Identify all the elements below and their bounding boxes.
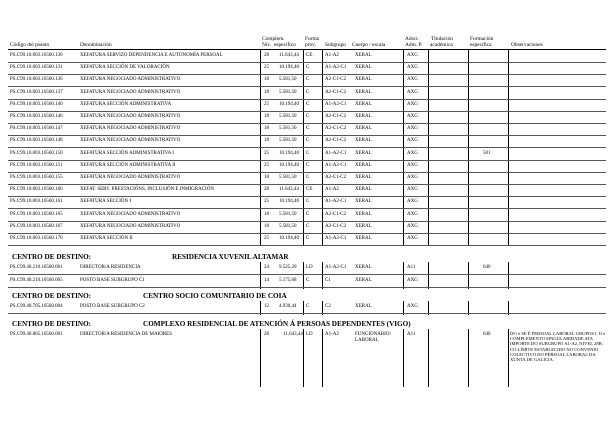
cell-code: PS.C99.40.210.16560.001 [10,265,63,270]
cell-level: 18 [264,138,269,144]
table-row [0,172,615,185]
cell-body: XERAL [355,236,372,241]
cell-code: PS.C99.10.003.16560.165 [10,211,63,217]
cell-form: C [306,126,310,132]
cell-level: 18 [264,114,269,119]
cell-body: XERAL [355,162,372,168]
table-row [0,184,615,197]
table-row [0,301,615,314]
cell-body: XERAL [355,187,372,193]
cell-form: C [306,199,310,205]
cell-code: PS.C99.10.003.16560.140 [10,101,63,107]
cell-level: 18 [264,89,269,95]
cell-body: XERAL [355,101,372,107]
cell-level: 18 [264,223,269,229]
cell-adm: AXG [407,278,418,283]
cell-adm: AXG [407,236,418,241]
cell-body: XERAL [355,126,372,132]
cell-adm: AXG [407,304,418,309]
cell-adm: AXG [407,65,418,71]
cell-complement: 10.194,40 [279,162,299,168]
cell-body: XERAL [355,65,372,71]
center-name: CENTRO SOCIO COMUNITARIO DE COIA [143,292,287,300]
cell-subgroup: A1-A2 [325,187,339,193]
cell-level: 18 [264,211,269,217]
cell-denomination: XEFATURA SECCIÓN DE VALORACIÓN [80,65,170,71]
center-name: RESIDENCIA XUVENIL ALTAMAR [172,253,289,261]
cell-level: 14 [264,278,269,283]
cell-denomination: XEFATURA NEGOCIADO ADMINISTRATIVO [80,114,181,119]
cell-adm: AXG [407,138,418,144]
cell-formation: 640 [483,332,491,337]
cell-subgroup: A1-A2 [325,53,339,58]
cell-denomination: XEFATURA NEGOCIADO ADMINISTRATIVO [80,77,181,83]
cell-code: PS.C99.10.003.16560.160 [10,187,63,193]
header-forma: Forma [305,36,320,42]
cell-body: XERAL [355,278,372,283]
cell-denomination: XEFATURA NEGOCIADO ADMINISTRATIVO [80,175,181,180]
cell-form: C [306,223,310,229]
cell-level: 25 [264,101,269,107]
cell-adm: AXG [407,150,418,156]
cell-denomination: XEFATURA SECCIÓN ADMINISTRATIVA II [80,162,176,168]
cell-level: 18 [264,175,269,180]
cell-complement: 5.581,50 [279,175,297,180]
cell-level: 18 [264,77,269,83]
table-row [0,74,615,87]
cell-form: LD [306,332,313,337]
center-label: CENTRO DE DESTINO: [12,253,92,261]
cell-subgroup: A2-C1-C2 [325,223,347,229]
cell-denomination: XEFATURA SECCIÓN I [80,199,132,205]
header-adm: Adm. P. [405,42,423,48]
cell-denomination: XEFATURA NEGOCIADO ADMINISTRATIVO [80,211,181,217]
cell-adm: A11 [407,265,416,270]
header-cuerpo: Cuerpo / escala [352,42,386,48]
cell-code: PS.C99.40.805.16560.001 [10,332,63,337]
cell-subgroup: C2 [325,304,331,309]
header-subgrupo: Subgrupo [325,42,346,48]
cell-code: PS.C99.10.003.16560.161 [10,199,63,205]
cell-form: C [306,175,310,180]
cell-complement: 11.643,44 [283,332,303,337]
cell-complement: 10.194,40 [279,65,299,71]
cell-subgroup: A1-A2-C1 [325,199,347,205]
header-codigo: Código del puesto [10,42,50,48]
header-especifico: específico [274,42,296,48]
center-label: CENTRO DE DESTINO: [12,320,92,328]
cell-level: 12 [264,304,269,309]
cell-subgroup: A2-C1-C2 [325,138,347,144]
cell-level: 24 [264,265,269,270]
cell-level: 25 [264,199,269,205]
cell-body: XERAL [355,53,372,58]
cell-complement: 5.581,50 [279,114,297,119]
header-nivel: Niv. [262,42,272,48]
cell-body: XERAL [355,199,372,205]
cell-adm: AXG [407,89,418,95]
cell-code: PS.C99.10.003.16560.147 [10,126,63,132]
cell-level: 28 [264,53,269,58]
cell-subgroup: A1-A2-C1 [325,101,347,107]
cell-level: 28 [264,332,269,337]
cell-subgroup: A1-A2-C1 [325,236,347,241]
cell-denomination: POSTO BASE SUBGRUPO C1 [80,278,145,283]
cell-subgroup: A2-C1-C2 [325,114,347,119]
cell-complement: 5.581,50 [279,77,297,83]
cell-denomination: XEFATURA SECCIÓN ADMINISTRATIVA I [80,150,174,156]
cell-code: PS.C99.10.003.16560.130 [10,53,63,58]
cell-subgroup: C1 [325,278,331,283]
cell-subgroup: A2-C1-C2 [325,77,347,83]
cell-code: PS.C99.10.003.16560.170 [10,236,63,241]
cell-denomination: XEFATURA NEGOCIADO ADMINISTRATIVO [80,138,181,144]
table-row [0,221,615,234]
cell-form: LD [306,265,313,270]
table-row [0,148,615,161]
cell-adm: AXG [407,162,418,168]
cell-level: 25 [264,236,269,241]
cell-subgroup: A1-A2-C1 [325,265,347,270]
cell-body: XERAL [355,114,372,119]
cell-code: PS.C99.10.003.16560.136 [10,77,63,83]
cell-subgroup: A2-C1-C2 [325,89,347,95]
cell-subgroup: A2-C1-C2 [325,126,347,132]
cell-form: C [306,114,310,119]
cell-complement: 5.581,50 [279,126,297,132]
cell-form: C [306,278,310,283]
cell-code: PS.C99.40.705.16560.004 [10,304,63,309]
cell-body: XERAL [355,89,372,95]
cell-form: CE [306,187,313,193]
table-row [0,160,615,173]
cell-adm: AXG [407,53,418,58]
table-row [0,196,615,209]
cell-body: XERAL [355,223,372,229]
table-row [0,50,615,63]
table-row [0,233,615,246]
cell-denomination: XEFATURA SERVIZO DEPENDENCIA E AUTONOMÍA PERSOAL [80,53,223,58]
cell-level: 25 [264,65,269,71]
cell-complement: 5.581,50 [279,138,297,144]
cell-form: C [306,89,310,95]
cell-body: XERAL [355,265,372,270]
cell-denomination: XEFATURA SECCIÓN ADMINISTRATIVA [80,101,172,107]
cell-complement: 5.581,50 [279,89,297,95]
cell-adm: A11 [407,332,416,337]
cell-denomination: XEFATURA NEGOCIADO ADMINISTRATIVO [80,89,181,95]
cell-form: CE [306,53,313,58]
cell-complement: 10.194,40 [279,236,299,241]
cell-subgroup: A2-C1-C2 [325,211,347,217]
cell-adm: AXG [407,199,418,205]
cell-subgroup: A1-A2 [325,332,339,337]
cell-formation: 640 [483,265,491,270]
cell-complement: 11.643,44 [279,53,299,58]
cell-code: PS.C99.10.003.16560.137 [10,89,63,95]
header-formacion-especifica: específica [470,42,492,48]
cell-body: XERAL [355,304,372,309]
cell-adm: AXG [407,77,418,83]
cell-level: 25 [264,162,269,168]
header-academica: académica [430,42,453,48]
cell-code: PS.C99.40.210.16560.005 [10,278,63,283]
header-formacion: Formación [470,36,494,42]
cell-level: 18 [264,126,269,132]
cell-complement: 11.643,44 [279,187,299,193]
table-row [0,62,615,75]
cell-complement: 5.175,68 [279,278,297,283]
cell-denomination: DIRECTOR/A RESIDENCIA [80,265,141,270]
cell-complement: 5.581,50 [279,223,297,229]
cell-denomination: POSTO BASE SUBGRUPO C2 [80,304,145,309]
cell-form: C [306,150,310,156]
cell-level: 25 [264,150,269,156]
center-label: CENTRO DE DESTINO: [12,292,92,300]
header-adscr: Adscr. [405,36,419,42]
header-titulacion: Titulación [431,36,453,42]
cell-subgroup: A1-A2-C1 [325,65,347,71]
cell-adm: AXG [407,223,418,229]
cell-adm: AXG [407,187,418,193]
cell-complement: 10.194,40 [279,199,299,205]
cell-body-line2: LABORAL [355,338,379,343]
cell-adm: AXG [407,101,418,107]
cell-body: XERAL [355,211,372,217]
cell-body: XERAL [355,77,372,83]
cell-complement: 10.194,40 [279,101,299,107]
cell-code: PS.C99.10.003.16560.150 [10,150,63,156]
cell-code: PS.C99.10.003.16560.131 [10,65,63,71]
cell-form: C [306,138,310,144]
cell-adm: AXG [407,114,418,119]
row-separator [8,287,606,288]
cell-formation: 501 [483,150,491,156]
cell-body-line1: FUNCIONARIO/ [355,332,391,337]
table-row [0,262,615,275]
cell-denomination: DIRECTOR/A RESIDENCIA DE MAIORES [80,332,172,337]
header-denominacion: Denominación [80,42,112,48]
header-complem: Complem. [262,36,285,42]
center-name: COMPLEXO RESIDENCIAL DE ATENCIÓN Á PERSOAS DEPENDENTES (VIGO) [143,320,411,328]
cell-code: PS.C99.10.003.16560.146 [10,114,63,119]
cell-code: PS.C99.10.003.16560.155 [10,175,63,180]
cell-form: C [306,65,310,71]
row-separator [8,313,606,314]
table-row [0,87,615,100]
cell-complement: 5.581,50 [279,211,297,217]
cell-subgroup: A1-A2-C1 [325,150,347,156]
cell-code: PS.C99.10.003.16560.148 [10,138,63,144]
cell-complement: 9.525,20 [279,265,297,270]
cell-adm: AXG [407,175,418,180]
cell-code: PS.C99.10.003.16560.167 [10,223,63,229]
cell-complement: 10.194,40 [279,150,299,156]
cell-denomination: XEFATURA SECCIÓN II [80,236,133,241]
cell-denomination: XEFAT. SERV. PRESTACIÓNS, INCLUSIÓN E INMIGRACIÓN [80,187,214,193]
cell-form: C [306,304,310,309]
table-row [0,275,615,288]
table-row [0,123,615,136]
table-row [0,99,615,112]
table-row [0,209,615,222]
cell-level: 28 [264,187,269,193]
cell-observations: DO ó SE É PERSOAL LABORAL GRUPOS I, II e COMPLEMENTO SINGULARIDADE ATA IMPORTE DO SUBGRUPO A1-A2, NIVEL 28B; CO LÍMITE ESTABLECIDO NO CONVENIO COLECTIVO DO PERSOAL LABORAL DA XUNTA DE GALICIA. [510,331,606,363]
cell-complement: 4.930,44 [279,304,297,309]
cell-adm: AXG [407,211,418,217]
cell-form: C [306,236,310,241]
cell-form: C [306,211,310,217]
header-observaciones: Observaciones [511,42,543,48]
cell-form: C [306,162,310,168]
cell-form: C [306,101,310,107]
cell-denomination: XEFATURA NEGOCIADO ADMINISTRATIVO [80,223,181,229]
cell-subgroup: A2-C1-C2 [325,175,347,180]
table-row [0,111,615,124]
cell-body: XERAL [355,175,372,180]
header-prov: prov. [305,42,316,48]
cell-denomination: XEFATURA NEGOCIADO ADMINISTRATIVO [80,126,181,132]
cell-adm: AXG [407,126,418,132]
cell-body: XERAL [355,150,372,156]
row-separator [8,245,606,246]
cell-code: PS.C99.10.003.16560.151 [10,162,63,168]
cell-form: C [306,77,310,83]
cell-body: XERAL [355,138,372,144]
cell-subgroup: A1-A2-C1 [325,162,347,168]
table-row [0,135,615,148]
